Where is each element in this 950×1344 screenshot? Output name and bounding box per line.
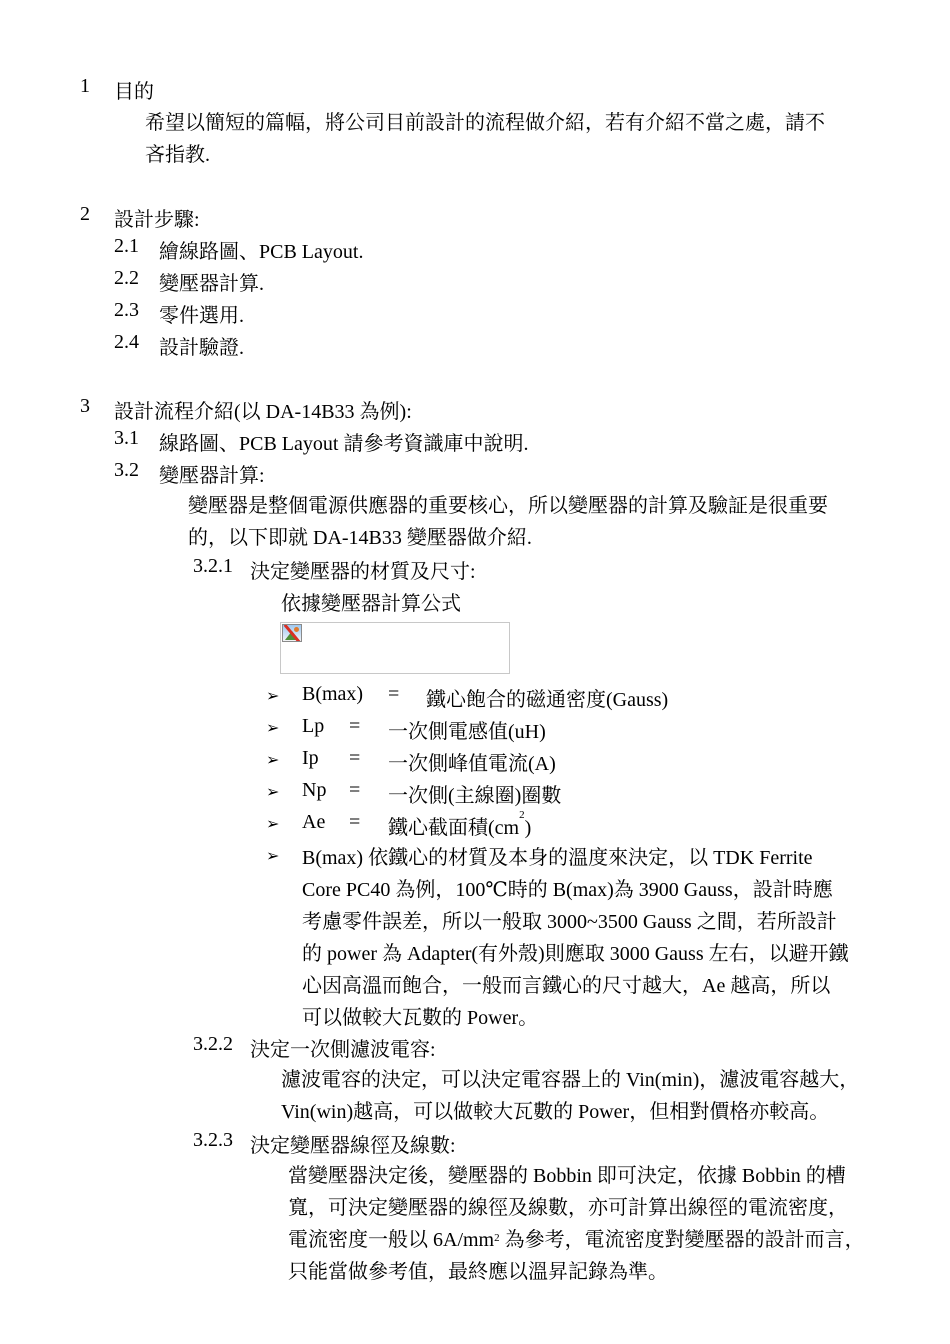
subsection-text: 零件選用.	[159, 305, 244, 327]
subsubsection-number: 3.2.2	[193, 1033, 233, 1055]
subsubsection-paragraph: 當變壓器決定後，變壓器的 Bobbin 即可決定，依據 Bobbin 的槽 寬，可決定變壓器的線徑及線數，亦可計算出線徑的電流密度， 電流密度一般以 $6A/mm^2$ 為參考，電流密度對變壓器的設計而言， 只能當做參考值，最終應以溫昇記錄為準。	[288, 1165, 865, 1283]
subsubsection-number: 3.2.3	[193, 1129, 233, 1151]
subsection-number: 3.1	[114, 427, 139, 449]
def-equals: =	[349, 811, 361, 833]
broken-image-icon	[282, 624, 302, 642]
arrow-bullet-icon: ➢	[266, 784, 280, 801]
subsection-number: 2.4	[114, 331, 139, 353]
subsection-number: 2.3	[114, 299, 139, 321]
subsubsection-number: 3.2.1	[193, 555, 233, 577]
subsection-paragraph: 變壓器是整個電源供應器的重要核心，所以變壓器的計算及驗証是很重要 的，以下即就 DA-14B33 變壓器做介紹.	[188, 495, 828, 549]
arrow-bullet-icon: ➢	[266, 688, 280, 705]
subsubsection-paragraph: 濾波電容的決定，可以決定電容器上的 Vin(min)，濾波電容越大， Vin(win)越高，可以做較大瓦數的 Power，但相對價格亦較高。	[281, 1069, 860, 1123]
bmax-note: B(max) 依鐵心的材質及本身的溫度來決定，以 TDK Ferrite Core PC40 為例，100℃時的 B(max)為 3900 Gauss，設計時應 考慮零件誤差，所以一般取 3000~3500 Gauss 之間，若所設計 的 power 為 Adapter(有外殼)則應取 3000 Gauss 左右，以避开鐵 心因高溫而飽合，一般而言鐵心的尺寸越大，Ae 越高，所以 可以做較大瓦數的 Power。	[302, 847, 849, 1029]
def-equals: =	[349, 715, 361, 737]
def-description: 一次側電感值(uH)	[388, 721, 546, 743]
subsubsection-title: 決定變壓器的材質及尺寸:	[250, 561, 476, 583]
def-symbol: Ip	[302, 747, 319, 769]
def-description: 一次側(主線圈)圈數	[388, 785, 562, 807]
subsubsection-title: 決定一次側濾波電容:	[250, 1039, 436, 1061]
def-description: 鐵心飽合的磁通密度(Gauss)	[426, 689, 669, 711]
subsection-number: 2.2	[114, 267, 139, 289]
formula-intro: 依據變壓器計算公式	[281, 593, 461, 615]
def-symbol: B(max)	[302, 683, 364, 705]
section-number: 1	[80, 75, 90, 97]
subsection-text: 設計驗證.	[159, 337, 244, 359]
subsubsection-title: 決定變壓器線徑及線數:	[250, 1135, 456, 1157]
def-equals: =	[349, 747, 361, 769]
subsection-number: 3.2	[114, 459, 139, 481]
arrow-bullet-icon: ➢	[266, 752, 280, 769]
subsection-title: 變壓器計算:	[159, 465, 265, 487]
def-description: 鐵心截面積$(cm^2)$	[388, 809, 532, 839]
def-symbol: Ae	[302, 811, 326, 833]
def-description: 一次側峰值電流(A)	[388, 753, 556, 775]
def-equals: =	[388, 683, 400, 705]
section-title: 設計流程介紹(以 DA-14B33 為例):	[114, 401, 412, 423]
subsection-text: 線路圖、PCB Layout 請參考資識庫中說明.	[159, 433, 529, 455]
subsection-text: 變壓器計算.	[159, 273, 264, 295]
section-number: 2	[80, 203, 90, 225]
def-symbol: Lp	[302, 715, 325, 737]
arrow-bullet-icon: ➢	[266, 816, 280, 833]
arrow-bullet-icon: ➢	[266, 848, 280, 865]
def-symbol: Np	[302, 779, 327, 801]
subsection-text: 繪線路圖、PCB Layout.	[159, 241, 364, 263]
formula-image-placeholder	[280, 622, 510, 674]
section-title: 設計步驟:	[114, 209, 200, 231]
section-number: 3	[80, 395, 90, 417]
arrow-bullet-icon: ➢	[266, 720, 280, 737]
section-paragraph: 希望以簡短的篇幅，將公司目前設計的流程做介紹，若有介紹不當之處，請不 吝指教.	[145, 112, 825, 166]
def-equals: =	[349, 779, 361, 801]
subsection-number: 2.1	[114, 235, 139, 257]
section-title: 目的	[114, 81, 154, 103]
